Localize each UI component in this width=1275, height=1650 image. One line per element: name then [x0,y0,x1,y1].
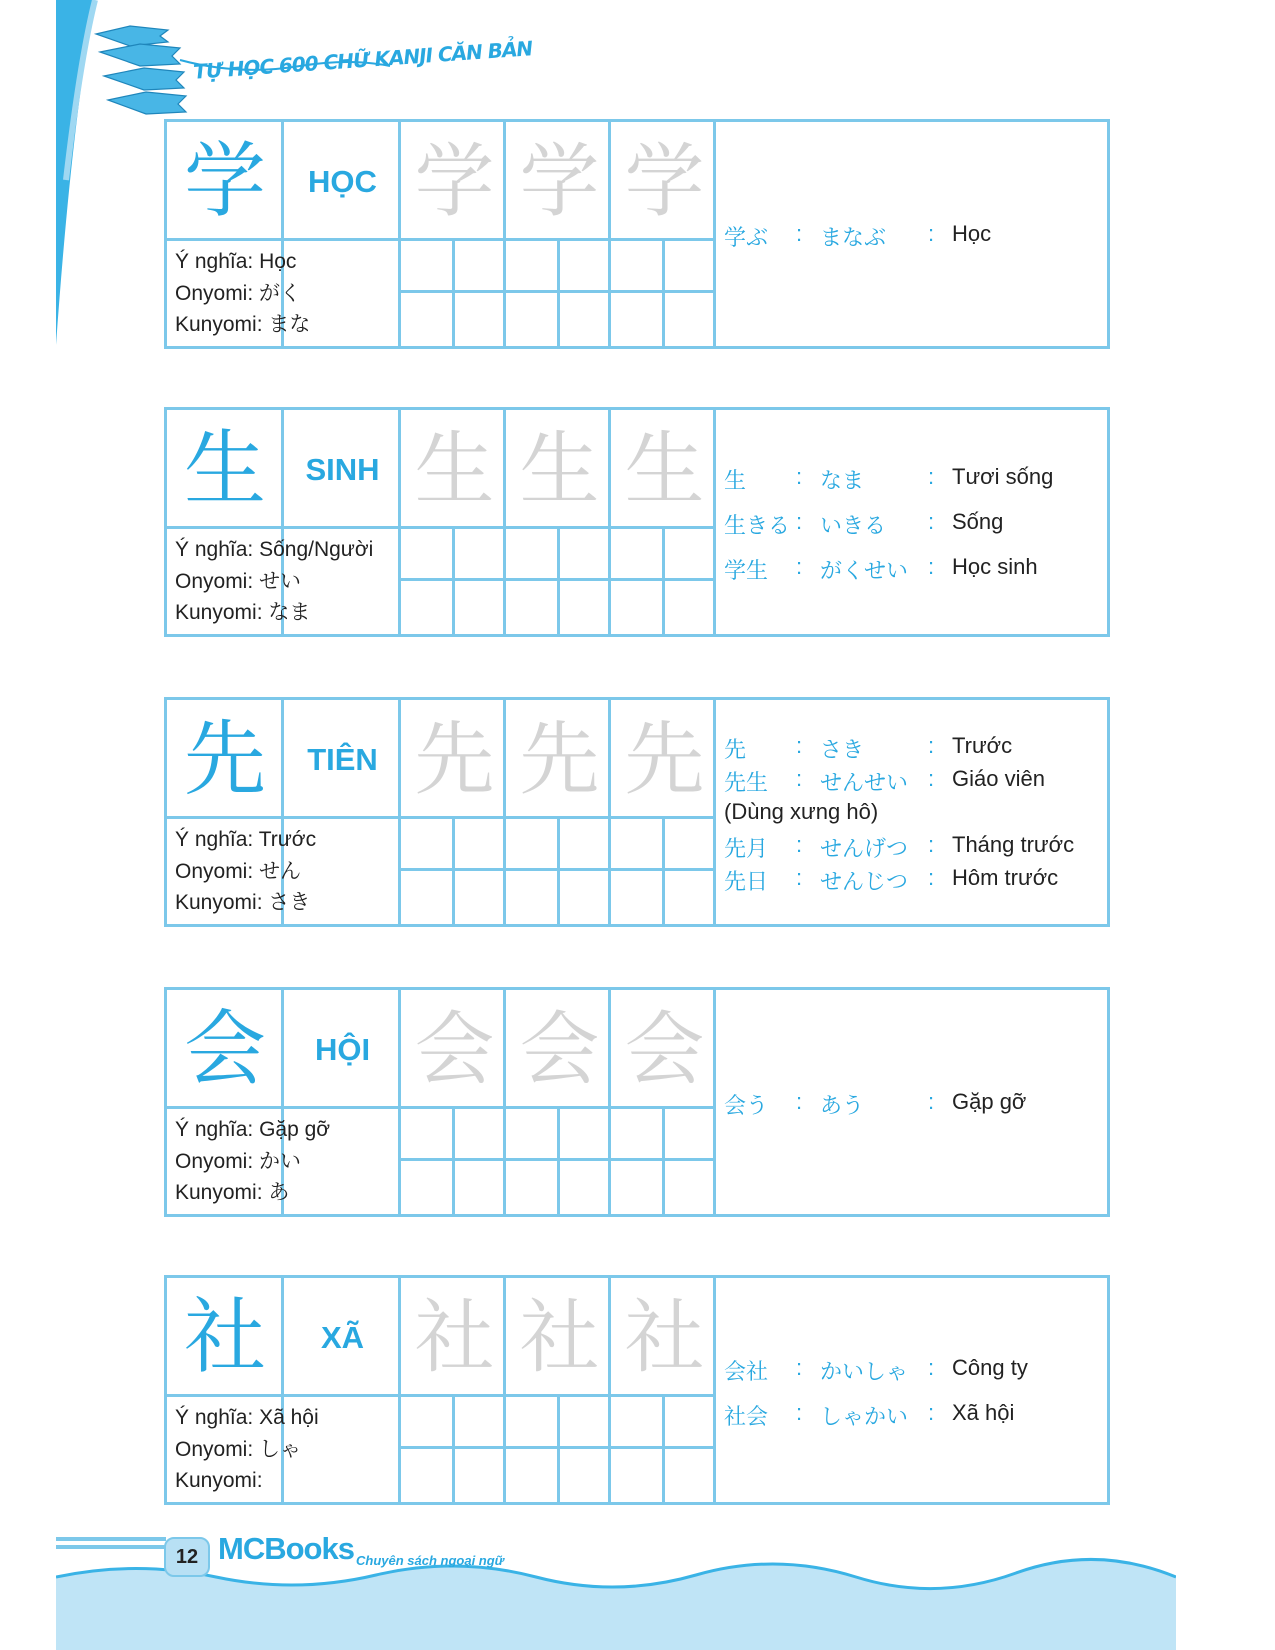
vocab-word: 生 [724,468,747,493]
vocab-reading: さき [820,737,865,762]
grid-line [398,578,713,581]
kunyomi-line [175,1177,399,1209]
kanji-character: 先 [183,711,266,807]
kunyomi-value: まな [268,313,311,336]
onyomi-value: かい [259,1149,302,1173]
vocab-reading: あう [820,1093,865,1118]
grid-line [398,868,713,871]
meaning-line [175,824,399,856]
grid-line [662,1106,665,1214]
vocab-reading: がくせい [820,558,909,583]
grid-line [557,526,560,634]
vocab-separator: : [928,509,935,534]
onyomi-line [175,1146,399,1178]
vocab-separator: : [796,766,803,791]
han-viet-reading: XÃ [320,1319,365,1355]
vocab-word: 学ぶ [724,225,769,250]
trace-kanji: 社 [414,1290,495,1384]
trace-kanji: 生 [519,422,600,516]
vocab-reading: なま [820,468,865,493]
kunyomi-value: さき [268,891,311,914]
vocab-meaning: Xã hội [952,1400,1015,1425]
grid-line [662,1394,665,1502]
grid-line [662,526,665,634]
vocab-word: 先生 [724,770,769,795]
trace-kanji: 生 [624,422,705,516]
publisher-slogan: Chuyên sách ngoại ngữ [356,1553,504,1568]
kunyomi-line [175,309,399,341]
han-viet-reading: SINH [305,451,380,487]
vocab-meaning: Tháng trước [952,832,1075,857]
vocab-list [716,700,1107,924]
vocab-separator: : [928,766,935,791]
trace-kanji: 学 [519,134,600,228]
kanji-card [164,407,1110,637]
vocab-separator: : [928,464,935,489]
vocab-note: (Dùng xưng hô) [724,799,879,824]
grid-line [662,238,665,346]
meaning-value: Gặp gỡ [259,1118,331,1141]
kanji-card [164,1275,1110,1505]
vocab-meaning: Học [952,221,992,246]
meaning-label: Ý nghĩa: [175,250,254,273]
kanji-character: 社 [183,1289,266,1385]
vocab-reading: せんじつ [820,869,909,894]
grid-line [398,1158,713,1161]
vocab-word: 先 [724,737,747,762]
vocab-reading: せんせい [820,770,909,795]
vocab-meaning: Học sinh [952,554,1038,579]
kanji-card [164,697,1110,927]
trace-kanji: 学 [414,134,495,228]
vocab-separator: : [928,832,935,857]
vocab-separator: : [928,1400,935,1425]
kanji-card [164,987,1110,1217]
kunyomi-value: あ [268,1181,290,1204]
meaning-line [175,1402,399,1434]
kunyomi-label: Kunyomi: [175,313,263,336]
vocab-separator: : [796,509,803,534]
han-viet-reading: HỘI [314,1031,371,1067]
vocab-separator: : [796,832,803,857]
grid-line [452,238,455,346]
vocab-separator: : [928,865,935,890]
grid-line [557,1394,560,1502]
grid-line [452,816,455,924]
onyomi-line [175,278,399,310]
vocab-reading: まなぶ [820,225,887,250]
onyomi-value: せい [259,569,302,593]
trace-kanji: 会 [414,1002,495,1096]
trace-kanji: 会 [519,1002,600,1096]
han-viet-reading: HỌC [308,163,377,199]
vocab-separator: : [928,221,935,246]
vocab-meaning: Gặp gỡ [952,1089,1027,1114]
vocab-separator: : [796,733,803,758]
onyomi-label: Onyomi: [175,1437,254,1461]
kunyomi-line [175,1465,399,1497]
trace-kanji: 先 [414,712,495,806]
kanji-info [175,246,399,341]
onyomi-label: Onyomi: [175,569,254,593]
kanji-info [175,534,399,629]
vocab-meaning: Hôm trước [952,865,1059,890]
book-title: TỰ HỌC 600 CHỮ KANJI CĂN BẢN [192,36,534,84]
vocab-list [716,990,1107,1214]
grid-line [452,1394,455,1502]
vocab-meaning: Sống [952,509,1004,534]
vocab-meaning: Tươi sống [952,464,1054,489]
vocab-reading: いきる [820,513,887,538]
meaning-label: Ý nghĩa: [175,1118,254,1141]
vocab-word: 先月 [724,836,769,861]
meaning-line [175,246,399,278]
kanji-card [164,119,1110,349]
kanji-character: 学 [183,133,266,229]
kanji-info [175,824,399,919]
vocab-reading: かいしゃ [820,1359,909,1384]
vocab-separator: : [928,733,935,758]
vocab-separator: : [796,1355,803,1380]
vocab-list [716,410,1107,634]
vocab-separator: : [928,1355,935,1380]
vocab-reading: せんげつ [820,836,909,861]
han-viet-reading: TIÊN [307,741,378,777]
trace-kanji: 会 [624,1002,705,1096]
meaning-value: Sống/Người [259,538,374,561]
kunyomi-label: Kunyomi: [175,601,263,624]
grid-line [662,816,665,924]
vocab-meaning: Công ty [952,1355,1028,1380]
meaning-line [175,1114,399,1146]
kunyomi-line [175,887,399,919]
onyomi-line [175,1434,399,1466]
grid-line [557,1106,560,1214]
vocab-list [716,1278,1107,1502]
vocab-separator: : [796,221,803,246]
page-number: 12 [164,1537,210,1577]
vocab-list [716,122,1107,346]
grid-line [398,1446,713,1449]
vocab-separator: : [796,554,803,579]
onyomi-label: Onyomi: [175,1149,254,1173]
trace-kanji: 生 [414,422,495,516]
vocab-word: 会社 [724,1359,769,1384]
meaning-line [175,534,399,566]
trace-kanji: 社 [519,1290,600,1384]
kunyomi-label: Kunyomi: [175,1181,263,1204]
grid-line [557,238,560,346]
vocab-reading: しゃかい [820,1404,909,1429]
grid-line [398,290,713,293]
vocab-separator: : [796,1400,803,1425]
onyomi-label: Onyomi: [175,859,254,883]
vocab-word: 学生 [724,558,769,583]
kunyomi-line [175,597,399,629]
vocab-separator: : [796,865,803,890]
grid-line [557,816,560,924]
vocab-separator: : [796,464,803,489]
trace-kanji: 先 [624,712,705,806]
vocab-separator: : [796,1089,803,1114]
vocab-meaning: Giáo viên [952,766,1045,791]
kanji-character: 会 [183,1001,266,1097]
vocab-separator: : [928,1089,935,1114]
kanji-info [175,1402,399,1497]
trace-kanji: 学 [624,134,705,228]
kunyomi-value: なま [268,601,311,624]
vocab-separator: : [928,554,935,579]
kanji-info [175,1114,399,1209]
grid-line [452,526,455,634]
meaning-label: Ý nghĩa: [175,538,254,561]
onyomi-line [175,566,399,598]
meaning-label: Ý nghĩa: [175,1406,254,1429]
vocab-word: 先日 [724,869,769,894]
trace-kanji: 先 [519,712,600,806]
kunyomi-label: Kunyomi: [175,891,263,914]
onyomi-value: がく [259,281,302,305]
kanji-character: 生 [183,421,266,517]
onyomi-value: せん [259,859,302,883]
vocab-word: 生きる [724,513,791,538]
meaning-label: Ý nghĩa: [175,828,254,851]
publisher-logo: MCBooks [218,1531,354,1566]
vocab-meaning: Trước [952,733,1013,758]
vocab-word: 会う [724,1093,769,1118]
meaning-value: Xã hội [259,1406,319,1429]
kunyomi-label: Kunyomi: [175,1469,263,1492]
koinobori-fish-icon [96,26,186,114]
onyomi-line [175,856,399,888]
meaning-value: Trước [258,828,317,851]
trace-kanji: 社 [624,1290,705,1384]
meaning-value: Học [259,250,297,273]
vocab-word: 社会 [724,1404,769,1429]
onyomi-label: Onyomi: [175,281,254,305]
grid-line [452,1106,455,1214]
onyomi-value: しゃ [259,1437,302,1461]
